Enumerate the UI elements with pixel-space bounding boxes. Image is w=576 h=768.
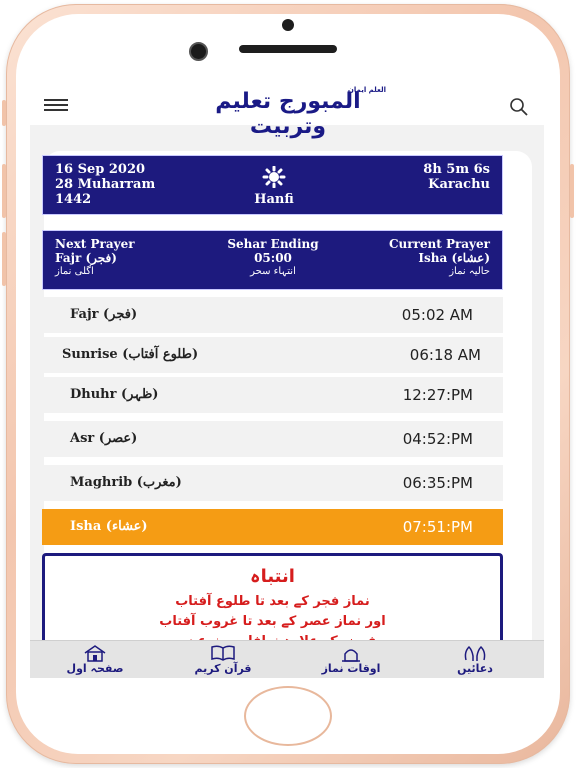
side-button-left-1 [2,100,6,126]
prayer-row-isha[interactable] [42,509,503,545]
prayer-name: Asr (عصر) [70,431,138,446]
city-name: Karachu [428,177,490,192]
madhab-block[interactable] [243,166,305,207]
current-prayer [389,237,490,279]
sehar-value: 05:00 [254,251,292,265]
nav-prayer-times-label: اوقات نماز [321,662,381,675]
logo-tagline: العلم ایمان [347,86,386,94]
next-prayer-value: Fajr (فجر) [55,251,117,265]
earpiece-speaker [239,45,337,53]
side-button-left-2 [2,164,6,218]
proximity-sensor [282,19,294,31]
prayer-name: Dhuhr (ظہر) [70,387,159,402]
prayer-row-maghrib[interactable] [42,465,503,501]
praying-hands-icon [462,644,488,662]
prayer-name: Sunrise (طلوع آفتاب) [62,347,199,362]
sehar-label: Sehar Ending [227,237,319,251]
notice-line-1: نماز فجر کے بعد تا طلوع آفتاب [175,594,370,609]
nav-prayer-times[interactable] [306,644,396,675]
sehar-ending [223,237,323,279]
mosque-icon [338,644,364,662]
info-banner [42,155,503,215]
sehar-urdu: انتہاء سحر [250,266,296,277]
nav-duas[interactable] [430,644,520,675]
countdown-block [423,162,490,192]
madhab-label: Hanfi [254,192,294,207]
date-block [55,162,155,207]
hijri-year: 1442 [55,192,92,207]
next-prayer-urdu: اگلی نماز [55,266,94,277]
nav-duas-label: دعائیں [457,662,493,675]
current-prayer-value: Isha (عشاء) [418,251,490,265]
notice-box [42,553,503,653]
home-button[interactable] [244,686,332,746]
app-screen [30,83,544,678]
next-prayer [55,237,135,279]
prayer-row-asr[interactable] [42,421,503,457]
prayer-time: 12:27:PM [402,386,473,404]
countdown-timer: 8h 5m 6s [423,162,490,177]
nav-home-label: صفحہ اول [66,662,124,675]
side-button-left-3 [2,232,6,286]
nav-quran[interactable] [178,644,268,675]
hijri-date: 28 Muharram [55,177,156,192]
nav-quran-label: قرآن کریم [194,662,252,675]
prayer-time: 06:18 AM [409,346,481,364]
top-bar [30,83,544,139]
prayer-time: 05:02 AM [401,306,473,324]
prayer-summary [42,230,503,290]
hamburger-menu-icon[interactable] [44,99,68,111]
notice-title: انتباہ [250,566,295,587]
side-button-right [570,164,574,218]
nav-home[interactable] [50,644,140,675]
prayer-time: 04:52:PM [402,430,473,448]
prayer-name: Fajr (فجر) [70,307,138,322]
prayer-row-sunrise[interactable] [42,337,503,373]
current-prayer-label: Current Prayer [388,237,490,251]
app-logo [180,86,396,139]
prayer-name: Isha (عشاء) [70,519,148,534]
prayer-row-fajr[interactable] [42,297,503,333]
current-prayer-urdu: حالیہ نماز [449,266,490,277]
prayer-row-dhuhr[interactable] [42,377,503,413]
logo-text: المبورج تعلیم وتربیت [215,89,361,139]
prayer-time: 07:51:PM [402,518,473,536]
next-prayer-label: Next Prayer [55,237,135,251]
settings-sun-icon [261,166,287,188]
front-camera [189,42,208,61]
bottom-navigation [30,640,544,678]
quran-book-icon [210,644,236,662]
home-icon [82,644,108,662]
gregorian-date: 16 Sep 2020 [55,162,146,177]
prayer-name: Maghrib (مغرب) [70,475,182,490]
prayer-time: 06:35:PM [402,474,473,492]
notice-line-2: اور نماز عصر کے بعد تا غروب آفتاب [159,614,386,629]
search-icon[interactable] [508,96,530,118]
